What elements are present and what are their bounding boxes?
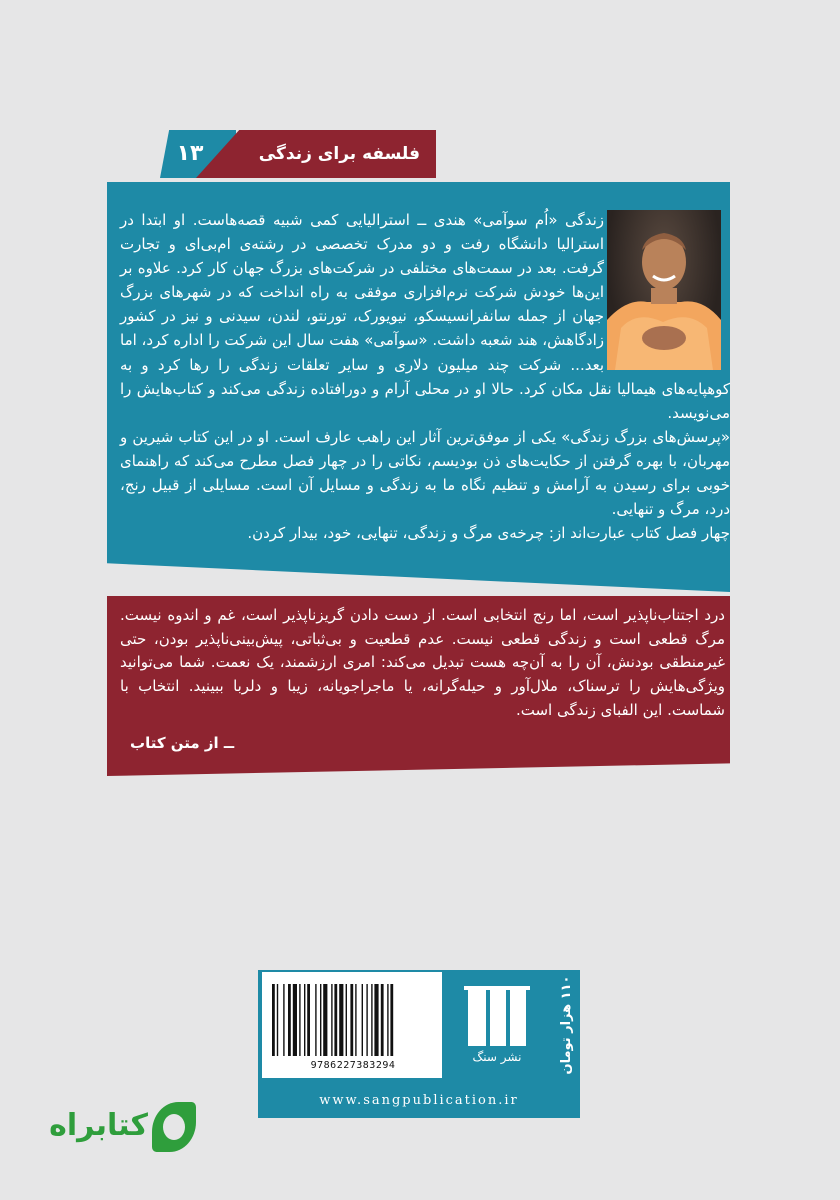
isbn-number: 9786227383294 bbox=[310, 1060, 396, 1071]
barcode-bar bbox=[315, 984, 316, 1056]
series-number: ۱۳ bbox=[176, 141, 204, 166]
price: ۱۱۰ هزار تومان bbox=[559, 975, 574, 1075]
quote-text: درد اجتناب‌ناپذیر است، اما رنج انتخابی است. از دست دادن گریزناپذیر است، غم و اندوه نیست. مرگ قطعی است و زندگی قطعی نیست. عدم قطعیت و بی‌ثباتی، پیش‌بینی‌ناپذیر بودن، حتی غیرمنطقی بودنش، آن را به آن‌چه هست تبدیل می‌کند: امری ارزشمند، یک نعمت. شما می‌توانید ویژگی‌هایش را ترسناک، ملال‌آور و حیله‌گرانه، یا ماجراجویانه، زیبا و دلربا ببینید. انتخاب با شماست. این الفبای زندگی است. bbox=[120, 606, 725, 719]
quote-attribution: ــ از متن کتاب bbox=[130, 734, 235, 752]
barcode-bar bbox=[387, 984, 388, 1056]
barcode-bar bbox=[272, 984, 275, 1056]
barcode-bar bbox=[288, 984, 291, 1056]
barcode-bar bbox=[350, 984, 353, 1056]
series-title: فلسفه برای زندگی bbox=[258, 144, 420, 164]
publisher-name: نشر سنگ bbox=[472, 1050, 522, 1064]
bio-text bbox=[120, 208, 730, 545]
barcode-bar bbox=[381, 984, 384, 1056]
barcode-bar bbox=[331, 984, 332, 1056]
barcode-bar bbox=[390, 984, 393, 1056]
bio-paragraph: «پرسش‌های بزرگ زندگی» یکی از موفق‌ترین آثار این راهب عارف است. او در این کتاب شیرین و مهربان، با بهره گرفتن از حکایت‌های ذن بودیسم، نکاتی را در چهار فصل مطرح می‌کند که راهنمای خوبی برای رسیدن به آرامش و تنظیم نگاه ما به زندگی و مسایل آن است. مسایلی از قبیل رنج، درد، مرگ و تنهایی. bbox=[120, 427, 730, 519]
barcode-bar bbox=[299, 984, 300, 1056]
barcode-bar bbox=[346, 984, 347, 1056]
barcode-bar bbox=[307, 984, 310, 1056]
barcode-bar bbox=[374, 984, 378, 1056]
barcode-bar bbox=[366, 984, 367, 1056]
store-logo-icon-inner bbox=[163, 1114, 185, 1140]
barcode-bar bbox=[334, 984, 337, 1056]
barcode-bar bbox=[304, 984, 305, 1056]
barcode-bar bbox=[283, 984, 284, 1056]
publisher-website: www.sangpublication.ir bbox=[319, 1093, 519, 1108]
barcode-bar bbox=[371, 984, 372, 1056]
barcode-bar bbox=[293, 984, 297, 1056]
store-logo-text: کتابراه bbox=[49, 1108, 148, 1143]
barcode-bar bbox=[355, 984, 356, 1056]
bio-paragraph: چهار فصل کتاب عبارت‌اند از: چرخه‌ی مرگ و زندگی، تنهایی، خود، بیدار کردن. bbox=[247, 524, 730, 543]
barcode-bar bbox=[339, 984, 343, 1056]
barcode-bar bbox=[323, 984, 327, 1056]
barcode-bar bbox=[320, 984, 321, 1056]
barcode-bar bbox=[362, 984, 363, 1056]
barcode-bar bbox=[277, 984, 278, 1056]
bio-paragraph: زندگی «اُم سوآمی» هندی ــ استرالیایی کمی شبیه قصه‌هاست. او ابتدا در استرالیا دانشگاه رفت و دو مدرک تخصصی در رشته‌ی ام‌بی‌ای و تجارت گرفت. بعد در سمت‌های مختلفی در شرکت‌های بزرگ جهان کار کرد. علاوه بر این‌ها خودش شرکت نرم‌افزاری موفقی به راه انداخت که در شهرهای بزرگ جهان از جمله سانفرانسیسکو، نیویورک، تورنتو، لندن، سیدنی و نیز در کشور زادگاهش، هند شعبه داشت. «سوآمی» هفت سال این شرکت را اداره کرد، اما بعد... شرکت چند میلیون دلاری و سایر تعلقات زندگی را رها کرد و به کوهپایه‌های هیمالیا نقل مکان کرد. حالا او در محلی آرام و دورافتاده زندگی می‌کند و کتاب‌هایش را می‌نویسد. bbox=[120, 211, 730, 422]
